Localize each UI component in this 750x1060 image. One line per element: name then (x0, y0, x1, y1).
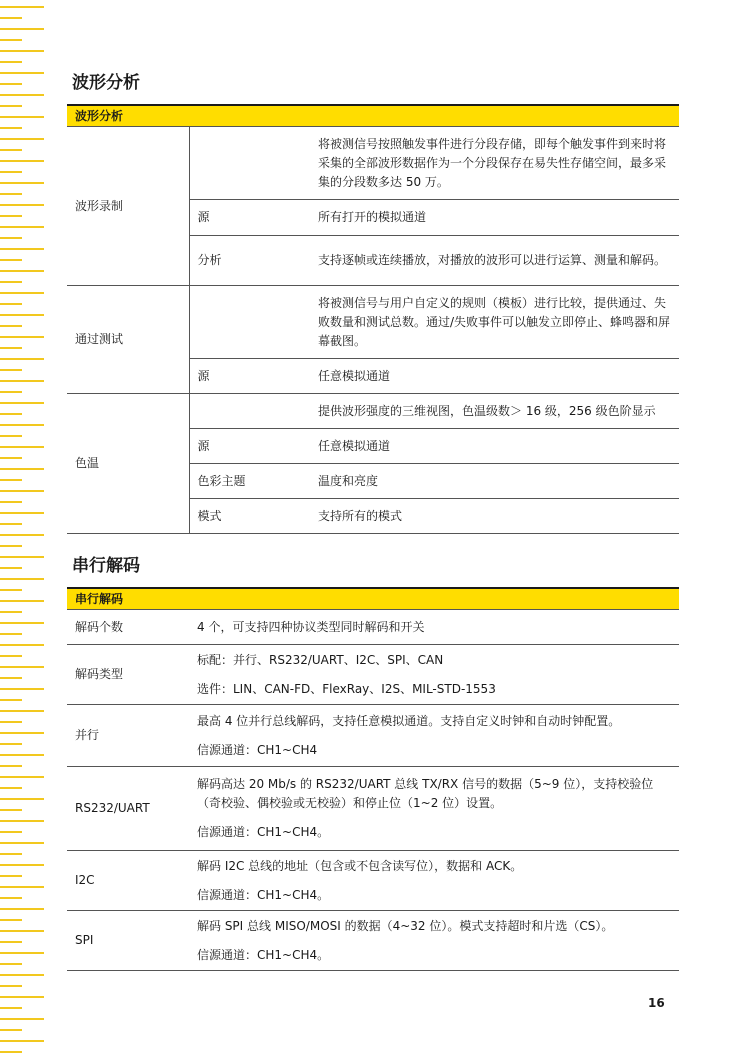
row-value: 支持所有的模式 (310, 499, 679, 534)
edge-tick (0, 655, 22, 657)
edge-tick (0, 853, 22, 855)
row-value: 所有打开的模拟通道 (310, 200, 679, 236)
edge-tick (0, 600, 44, 602)
edge-tick (0, 105, 22, 107)
edge-tick (0, 952, 44, 954)
edge-tick (0, 160, 44, 162)
row-value: 任意模拟通道 (310, 429, 679, 464)
edge-tick (0, 325, 22, 327)
row-label: RS232/UART (67, 767, 189, 851)
edge-tick (0, 710, 44, 712)
row-desc: 提供波形强度的三维视图，色温级数＞ 16 级，256 级色阶显示 (310, 394, 679, 429)
edge-tick (0, 1051, 22, 1053)
edge-tick (0, 633, 22, 635)
edge-tick (0, 974, 44, 976)
edge-tick (0, 28, 44, 30)
table-row (67, 286, 679, 359)
edge-tick (0, 479, 22, 481)
edge-tick (0, 644, 44, 646)
row-line: 信源通道：CH1~CH4。 (197, 825, 330, 839)
edge-tick (0, 512, 44, 514)
page-edge-decoration (0, 0, 46, 1060)
edge-tick (0, 314, 44, 316)
table-row (67, 851, 679, 911)
edge-tick (0, 743, 22, 745)
edge-tick (0, 391, 22, 393)
band-label: 串行解码 (67, 588, 679, 610)
edge-tick (0, 490, 44, 492)
edge-tick (0, 501, 22, 503)
edge-tick (0, 468, 44, 470)
edge-tick (0, 567, 22, 569)
edge-tick (0, 732, 44, 734)
row-key: 色彩主题 (189, 464, 310, 499)
table-row (67, 645, 679, 705)
edge-tick (0, 886, 44, 888)
edge-tick (0, 435, 22, 437)
edge-tick (0, 754, 44, 756)
row-line: 解码 SPI 总线 MISO/MOSI 的数据（4~32 位）。模式支持超时和片选（CS）。 (197, 918, 614, 933)
edge-tick (0, 908, 44, 910)
row-label: 并行 (67, 705, 189, 767)
edge-tick (0, 127, 22, 129)
row-line: 选件：LIN、CAN-FD、FlexRay、I2S、MIL-STD-1553 (197, 681, 496, 696)
edge-tick (0, 809, 22, 811)
row-value: 温度和亮度 (310, 464, 679, 499)
edge-tick (0, 963, 22, 965)
row-line: 信源通道：CH1~CH4 (197, 742, 318, 757)
edge-tick (0, 61, 22, 63)
row-key: 源 (189, 200, 310, 236)
edge-tick (0, 182, 44, 184)
edge-tick (0, 721, 22, 723)
edge-tick (0, 171, 22, 173)
edge-tick (0, 820, 44, 822)
edge-tick (0, 875, 22, 877)
edge-tick (0, 1018, 44, 1020)
table-row (67, 610, 679, 645)
edge-tick (0, 776, 44, 778)
edge-tick (0, 270, 44, 272)
edge-tick (0, 798, 44, 800)
row-key: 模式 (189, 499, 310, 534)
section-title-serial: 串行解码 (72, 556, 140, 576)
row-label: SPI (67, 911, 189, 971)
row-label: 解码个数 (67, 610, 189, 645)
section-title-waveform: 波形分析 (72, 73, 140, 93)
table-row (67, 767, 679, 851)
edge-tick (0, 413, 22, 415)
edge-tick (0, 138, 44, 140)
edge-tick (0, 402, 44, 404)
edge-tick (0, 765, 22, 767)
serial-decode-table (67, 587, 679, 971)
edge-tick (0, 831, 22, 833)
edge-tick (0, 6, 44, 8)
table-row (67, 705, 679, 767)
edge-tick (0, 17, 22, 19)
row-value: 4 个，可支持四种协议类型同时解码和开关 (189, 610, 679, 645)
row-key: 分析 (189, 236, 310, 286)
edge-tick (0, 787, 22, 789)
edge-tick (0, 842, 44, 844)
edge-tick (0, 864, 44, 866)
edge-tick (0, 369, 22, 371)
row-line: 信源通道：CH1~CH4。 (197, 887, 330, 902)
edge-tick (0, 380, 44, 382)
row-label-color-grade: 色温 (67, 394, 189, 534)
waveform-analysis-table (67, 104, 679, 534)
edge-tick (0, 446, 44, 448)
edge-tick (0, 611, 22, 613)
row-line: 标配：并行、RS232/UART、I2C、SPI、CAN (197, 652, 444, 667)
edge-tick (0, 457, 22, 459)
edge-tick (0, 303, 22, 305)
edge-tick (0, 897, 22, 899)
row-key: 源 (189, 359, 310, 394)
row-label: I2C (67, 851, 189, 911)
edge-tick (0, 248, 44, 250)
edge-tick (0, 545, 22, 547)
edge-tick (0, 358, 44, 360)
edge-tick (0, 237, 22, 239)
edge-tick (0, 677, 22, 679)
row-desc: 将被测信号按照触发事件进行分段存储，即每个触发事件到来时将采集的全部波形数据作为一个分段保存在易失性存储空间，最多采集的分段数多达 50 万。 (310, 127, 679, 200)
row-value: 任意模拟通道 (310, 359, 679, 394)
edge-tick (0, 1029, 22, 1031)
edge-tick (0, 259, 22, 261)
edge-tick (0, 666, 44, 668)
row-line: 信源通道：CH1~CH4。 (197, 947, 330, 962)
edge-tick (0, 149, 22, 151)
edge-tick (0, 424, 44, 426)
row-desc: 将被测信号与用户自定义的规则（模板）进行比较，提供通过、失败数量和测试总数。通过/失败事件可以触发立即停止、蜂鸣器和屏幕截图。 (310, 286, 679, 359)
row-label-pass-fail: 通过测试 (67, 286, 189, 394)
table-row (67, 127, 679, 200)
edge-tick (0, 688, 44, 690)
edge-tick (0, 534, 44, 536)
edge-tick (0, 523, 22, 525)
edge-tick (0, 578, 44, 580)
edge-tick (0, 941, 22, 943)
row-line: 最高 4 位并行总线解码，支持任意模拟通道。支持自定义时钟和自动时钟配置。 (197, 713, 621, 728)
table-row (67, 911, 679, 971)
table-row (67, 394, 679, 429)
edge-tick (0, 556, 44, 558)
band-label: 波形分析 (67, 105, 679, 127)
edge-tick (0, 699, 22, 701)
edge-tick (0, 215, 22, 217)
table-band (67, 588, 679, 610)
edge-tick (0, 226, 44, 228)
edge-tick (0, 116, 44, 118)
edge-tick (0, 919, 22, 921)
edge-tick (0, 204, 44, 206)
row-value: 支持逐帧或连续播放，对播放的波形可以进行运算、测量和解码。 (310, 236, 679, 286)
edge-tick (0, 292, 44, 294)
edge-tick (0, 39, 22, 41)
row-label: 解码类型 (67, 645, 189, 705)
edge-tick (0, 193, 22, 195)
page-number: 16 (648, 996, 665, 1010)
table-band (67, 105, 679, 127)
edge-tick (0, 50, 44, 52)
row-line: 解码高达 20 Mb/s 的 RS232/UART 总线 TX/RX 信号的数据（5~9 位），支持校验位（奇校验、偶校验或无校验）和停止位（1~2 位）设置。 (197, 777, 654, 810)
row-label-waveform-record: 波形录制 (67, 127, 189, 286)
edge-tick (0, 336, 44, 338)
edge-tick (0, 72, 44, 74)
edge-tick (0, 1040, 44, 1042)
edge-tick (0, 94, 44, 96)
row-key: 源 (189, 429, 310, 464)
edge-tick (0, 985, 22, 987)
edge-tick (0, 281, 22, 283)
edge-tick (0, 930, 44, 932)
edge-tick (0, 83, 22, 85)
edge-tick (0, 347, 22, 349)
edge-tick (0, 622, 44, 624)
edge-tick (0, 996, 44, 998)
edge-tick (0, 589, 22, 591)
row-line: 解码 I2C 总线的地址（包含或不包含读写位），数据和 ACK。 (197, 858, 523, 873)
edge-tick (0, 1007, 22, 1009)
